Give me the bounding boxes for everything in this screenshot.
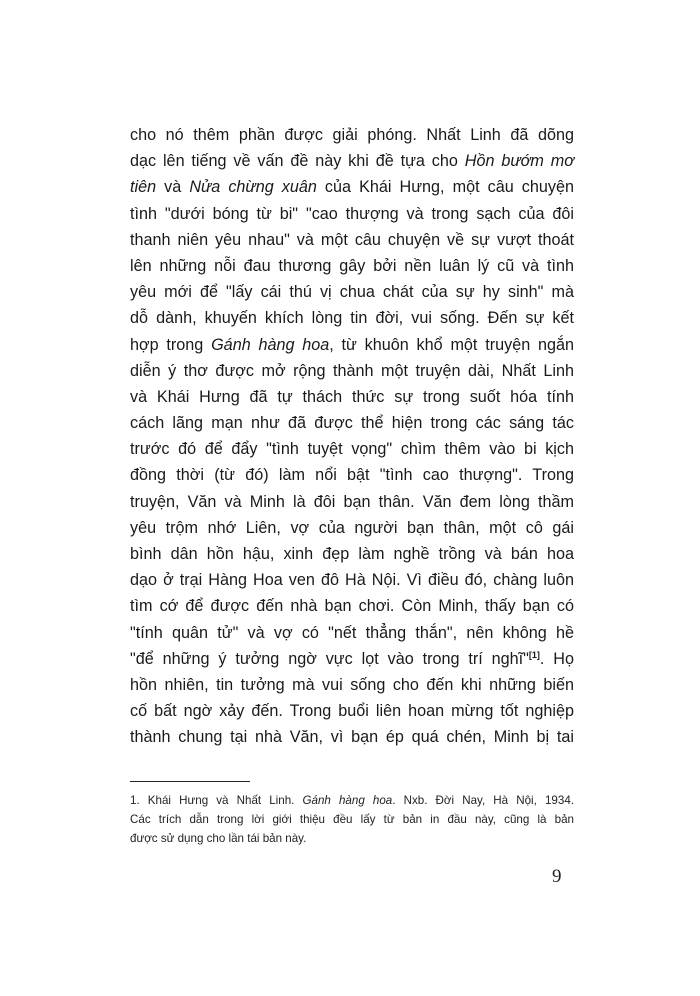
footnote-line — [130, 829, 574, 848]
footnote-separator — [130, 781, 250, 782]
text-run: bình dân hồn hậu, xinh đẹp làm nghề trồng và bán hoa — [130, 545, 574, 563]
text-run: dạc lên tiếng về vấn đề này khi đề tựa cho — [130, 152, 465, 171]
text-run: cho nó thêm phần được giải phóng. Nhất Linh đã dõng — [130, 126, 574, 144]
text-run: truyện, Văn và Minh là đôi bạn thân. Văn đem lòng thầm — [130, 492, 574, 511]
body-paragraph — [130, 122, 574, 751]
footnote-line — [130, 810, 574, 829]
paragraph-line — [130, 672, 574, 698]
text-run: . Nxb. Đời Nay, Hà Nội, 1934. — [392, 794, 574, 807]
text-run: tìm cớ để được đến nhà bạn chơi. Còn Minh, thấy bạn có — [130, 597, 574, 616]
text-run: yêu mới để "lấy cái thú vị chua chát của sự hy sinh" mà — [130, 283, 574, 302]
footnote-line — [130, 791, 574, 810]
paragraph-line — [130, 201, 574, 227]
paragraph-line — [130, 436, 574, 462]
text-run: "để những ý tưởng ngờ vực lọt vào trong trí nghĩ" — [130, 649, 529, 668]
paragraph-line — [130, 253, 574, 279]
paragraph-line — [130, 174, 574, 200]
italic-title: tiên — [130, 178, 157, 197]
paragraph-line — [130, 279, 574, 305]
italic-title: Gánh hàng hoa — [211, 335, 330, 354]
text-run: cố bất ngờ xảy đến. Trong buổi liên hoan mừng tốt nghiệp — [130, 702, 574, 721]
paragraph-line — [130, 724, 574, 750]
paragraph-line — [130, 384, 574, 410]
text-run: 1. Khái Hưng và Nhất Linh. — [130, 794, 303, 807]
paragraph-line — [130, 620, 574, 646]
paragraph-line — [130, 305, 574, 331]
italic-title: Hồn bướm mơ — [464, 152, 574, 171]
text-run: đồng thời (từ đó) làm nổi bật "tình cao thượng". Trong — [130, 466, 574, 485]
paragraph-line — [130, 593, 574, 619]
footnote-reference: [1] — [528, 649, 540, 660]
italic-title: Gánh hàng hoa — [302, 794, 393, 807]
text-run: và Khái Hưng đã tự thách thức sự trong suốt hóa tính — [130, 387, 574, 406]
text-run: hồn nhiên, tin tưởng mà vui sống cho đến khi những biến — [130, 675, 574, 694]
text-run: cách lãng mạn như đã được thể hiện trong các sáng tác — [130, 414, 574, 433]
text-run: thanh niên yêu nhau" và một câu chuyện về sự vượt thoát — [130, 230, 574, 249]
text-run: trước đó để đẩy "tình tuyệt vọng" chìm thêm vào bi kịch — [130, 440, 574, 459]
page-number: 9 — [552, 866, 562, 887]
text-run: của Khái Hưng, một câu chuyện — [316, 178, 574, 197]
text-run: hợp trong — [130, 335, 212, 354]
paragraph-line — [130, 515, 574, 541]
paragraph-line — [130, 646, 574, 672]
paragraph-line — [130, 698, 574, 724]
paragraph-line — [130, 332, 574, 358]
text-run: tình "dưới bóng từ bi" "cao thượng và trong sạch của đôi — [130, 204, 574, 223]
paragraph-line — [130, 358, 574, 384]
paragraph-line — [130, 567, 574, 593]
italic-title: Nửa chừng xuân — [189, 178, 317, 197]
text-run: thành chung tại nhà Văn, vì bạn ép quá chén, Minh bị tai — [130, 728, 574, 747]
text-run: dạo ở trại Hàng Hoa ven đô Hà Nội. Vì điều đó, chàng luôn — [130, 571, 574, 590]
paragraph-line — [130, 541, 574, 567]
text-run: yêu trộm nhớ Liên, vợ của người bạn thân, một cô gái — [130, 518, 574, 537]
paragraph-line — [130, 462, 574, 488]
text-run: lên những nỗi đau thương gây bởi nền luân lý cũ và tình — [130, 256, 574, 275]
footnote — [130, 791, 574, 849]
paragraph-line — [130, 410, 574, 436]
text-run: được sử dụng cho lần tái bản này. — [130, 832, 307, 846]
text-run: Các trích dẫn trong lời giới thiệu đều lấy từ bản in đầu này, cũng là bản — [130, 813, 574, 827]
paragraph-line — [130, 227, 574, 253]
text-run: và — [156, 178, 190, 197]
text-run: . Họ — [539, 649, 574, 668]
text-run: , từ khuôn khổ một truyện ngắn — [329, 335, 574, 354]
paragraph-line — [130, 122, 574, 148]
paragraph-line — [130, 489, 574, 515]
paragraph-line — [130, 148, 574, 174]
text-run: diễn ý thơ được mở rộng thành một truyện dài, Nhất Linh — [130, 361, 574, 380]
text-run: dỗ dành, khuyến khích lòng tin đời, vui sống. Đến sự kết — [130, 309, 574, 328]
text-run: "tính quân tử" và vợ có "nết thẳng thắn", nên không hề — [130, 623, 574, 642]
